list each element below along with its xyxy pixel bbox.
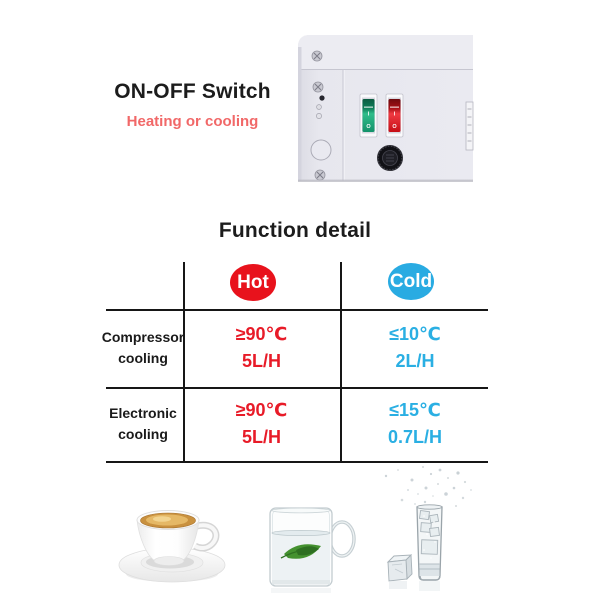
cold-temp-value: ≤10℃ bbox=[389, 324, 441, 344]
switch-off-label: O bbox=[392, 124, 397, 130]
row-label-line: Electronic bbox=[109, 405, 177, 421]
row-label-line: Compressor bbox=[101, 329, 185, 345]
water-surface bbox=[272, 530, 330, 535]
hot-flow-value: 5L/H bbox=[241, 427, 281, 447]
switch-off-label: O bbox=[366, 124, 371, 130]
green-rocker-switch bbox=[360, 94, 377, 137]
dispenser-back-panel-photo bbox=[296, 33, 474, 183]
vent-hole bbox=[317, 105, 322, 110]
row-label-line: cooling bbox=[118, 426, 168, 442]
side-label-sticker bbox=[466, 102, 473, 150]
hot-column-label: Hot bbox=[237, 271, 269, 293]
glass-handle-highlight bbox=[330, 522, 354, 556]
glass-rim bbox=[417, 505, 442, 509]
glass-base bbox=[272, 580, 330, 585]
ice-water-glass-image bbox=[368, 464, 478, 596]
table-grid-line bbox=[106, 461, 488, 463]
screw-icon bbox=[313, 82, 323, 92]
cell-compressor-cold bbox=[342, 311, 488, 385]
glass-reflection bbox=[271, 588, 331, 593]
hot-flow-value: 5L/H bbox=[241, 351, 281, 371]
hero-title: ON-OFF Switch bbox=[114, 80, 271, 103]
red-rocker-switch bbox=[386, 94, 403, 137]
cold-column-badge bbox=[388, 263, 434, 300]
panel-bottom-shadow bbox=[298, 180, 473, 182]
tea-glass-image bbox=[262, 500, 362, 595]
hot-column-badge bbox=[230, 264, 276, 301]
glass-rim bbox=[272, 508, 330, 513]
led-indicator-dot bbox=[319, 95, 324, 100]
hot-temp-value: ≥90℃ bbox=[235, 324, 288, 344]
cell-electronic-hot bbox=[185, 389, 338, 459]
screw-icon bbox=[312, 51, 322, 61]
cold-flow-value: 2L/H bbox=[395, 351, 435, 371]
cold-column-label: Cold bbox=[389, 270, 433, 292]
row-label-electronic-cooling bbox=[103, 389, 183, 459]
screw-icon bbox=[315, 170, 325, 180]
cold-temp-value: ≤15℃ bbox=[389, 400, 441, 420]
hot-temp-value: ≥90℃ bbox=[235, 400, 288, 420]
row-label-line: cooling bbox=[118, 350, 168, 366]
coffee-cup-image bbox=[110, 490, 250, 595]
ice-cube-outside bbox=[388, 555, 412, 581]
cube-reflection bbox=[389, 581, 407, 589]
row-label-compressor-cooling bbox=[103, 311, 183, 385]
crema-swirl bbox=[153, 516, 171, 522]
section-title: Function detail bbox=[218, 219, 372, 242]
panel-top-cap bbox=[298, 35, 473, 69]
hero-subtitle: Heating or cooling bbox=[126, 113, 259, 130]
cell-electronic-cold bbox=[342, 389, 488, 459]
cup-foot bbox=[154, 557, 184, 566]
cold-flow-value: 0.7L/H bbox=[387, 427, 443, 447]
switch-on-label: I bbox=[393, 111, 396, 118]
fuse-cap bbox=[378, 146, 403, 171]
vent-hole bbox=[316, 113, 321, 118]
round-reset-button bbox=[311, 140, 331, 160]
left-edge-shade bbox=[298, 47, 302, 181]
switch-on-label: I bbox=[367, 111, 370, 118]
glass-reflection bbox=[419, 581, 440, 591]
cell-compressor-hot bbox=[185, 311, 338, 385]
splash-droplets bbox=[385, 466, 472, 507]
